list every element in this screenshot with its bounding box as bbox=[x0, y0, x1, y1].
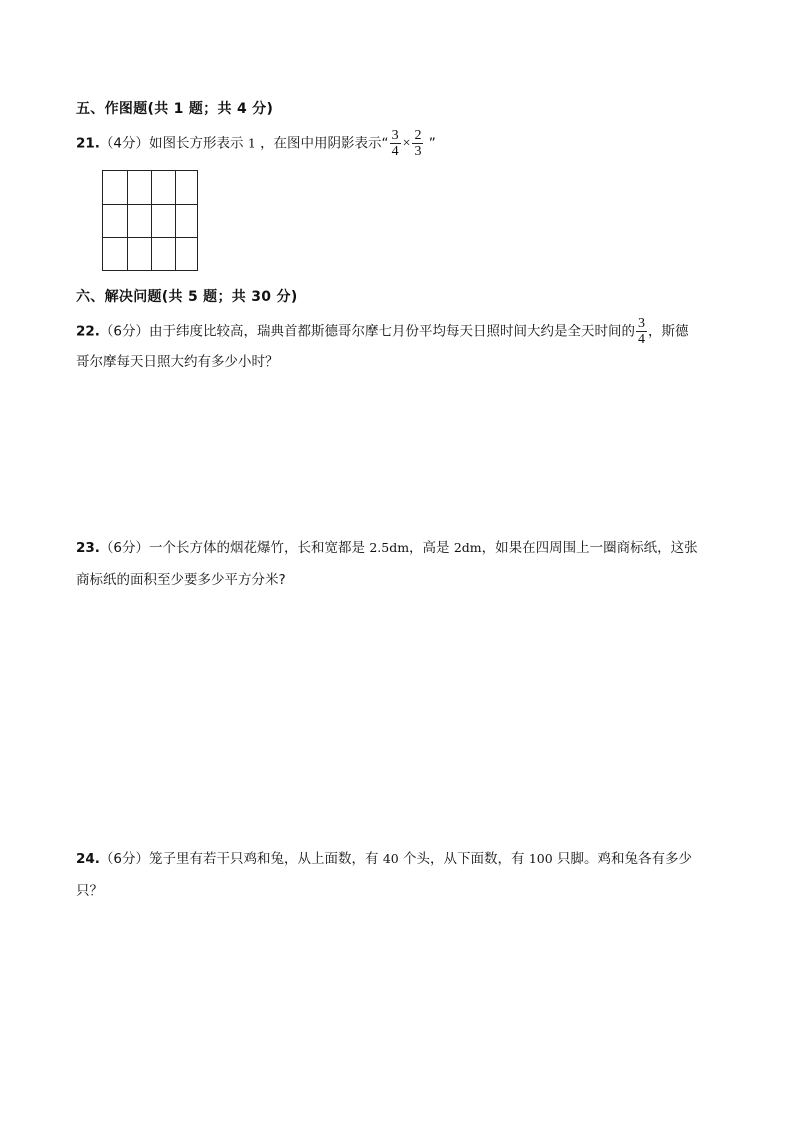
grid-line-horizontal bbox=[103, 204, 197, 205]
grid-line-vertical bbox=[127, 171, 128, 270]
question-22-score: （6分） bbox=[99, 323, 150, 340]
question-24-text-a: 笼子里有若干只鸡和兔，从上面数，有 bbox=[149, 851, 379, 867]
fraction-denominator: 4 bbox=[638, 332, 646, 347]
fraction-three-quarters bbox=[390, 128, 401, 159]
question-23-dimension-length: 2.5dm bbox=[369, 540, 410, 555]
fraction-denominator: 3 bbox=[414, 144, 422, 159]
section-six-title: 六、解决问题(共 5 题；共 30 分) bbox=[76, 289, 298, 305]
question-24-text-b: 个头，从下面数，有 bbox=[403, 851, 525, 867]
question-24-number: 24. bbox=[76, 851, 100, 867]
question-21-score: （4分） bbox=[99, 135, 150, 152]
question-23-text-a: 一个长方体的烟花爆竹，长和宽都是 bbox=[149, 540, 366, 556]
grid-line-vertical bbox=[151, 171, 152, 270]
question-24-score: （6分） bbox=[99, 851, 150, 867]
question-21 bbox=[76, 128, 436, 159]
question-23-line-1 bbox=[76, 538, 698, 558]
fraction-numerator: 2 bbox=[414, 128, 422, 143]
question-21-text-before: 如图长方形表示 bbox=[149, 135, 244, 152]
fraction-numerator: 3 bbox=[638, 316, 646, 331]
fraction-three-quarters bbox=[636, 316, 647, 347]
question-21-number: 21. bbox=[76, 135, 100, 152]
question-22-line-2: 哥尔摩每天日照大约有多少小时？ bbox=[76, 354, 279, 370]
question-24-heads-count: 40 bbox=[382, 851, 399, 866]
question-23-text-b: ，高是 bbox=[409, 540, 450, 556]
rectangle-grid[interactable] bbox=[102, 170, 198, 271]
question-24-line-2: 只？ bbox=[76, 883, 103, 899]
times-sign: × bbox=[402, 135, 411, 151]
question-21-one: 1 bbox=[247, 135, 256, 151]
question-23-number: 23. bbox=[76, 540, 100, 556]
grid-line-vertical bbox=[175, 171, 176, 270]
question-23-text-c: ，如果在四周围上一圈商标纸，这张 bbox=[481, 540, 698, 556]
grid-line-horizontal bbox=[103, 237, 197, 238]
question-24-line-1 bbox=[76, 849, 692, 869]
section-five-title: 五、作图题(共 1 题；共 4 分) bbox=[76, 101, 274, 117]
question-22-text-end: ，斯德 bbox=[648, 323, 689, 340]
fraction-two-thirds bbox=[412, 128, 423, 159]
question-23-score: （6分） bbox=[99, 540, 150, 556]
question-21-text-after: ” bbox=[424, 135, 436, 152]
question-24-feet-count: 100 bbox=[528, 851, 553, 866]
question-23-dimension-height: 2dm bbox=[453, 540, 482, 555]
question-22-text: 由于纬度比较高，瑞典首都斯德哥尔摩七月份平均每天日照时间大约是全天时间的 bbox=[149, 323, 636, 340]
question-21-text-middle: ，在图中用阴影表示“ bbox=[260, 135, 389, 152]
question-22-line-1 bbox=[76, 316, 689, 347]
question-23-line-2: 商标纸的面积至少要多少平方分米? bbox=[76, 572, 286, 588]
fraction-numerator: 3 bbox=[391, 128, 399, 143]
fraction-denominator: 4 bbox=[391, 144, 399, 159]
question-22-number: 22. bbox=[76, 323, 100, 340]
question-24-text-c: 只脚。鸡和兔各有多少 bbox=[556, 851, 692, 867]
